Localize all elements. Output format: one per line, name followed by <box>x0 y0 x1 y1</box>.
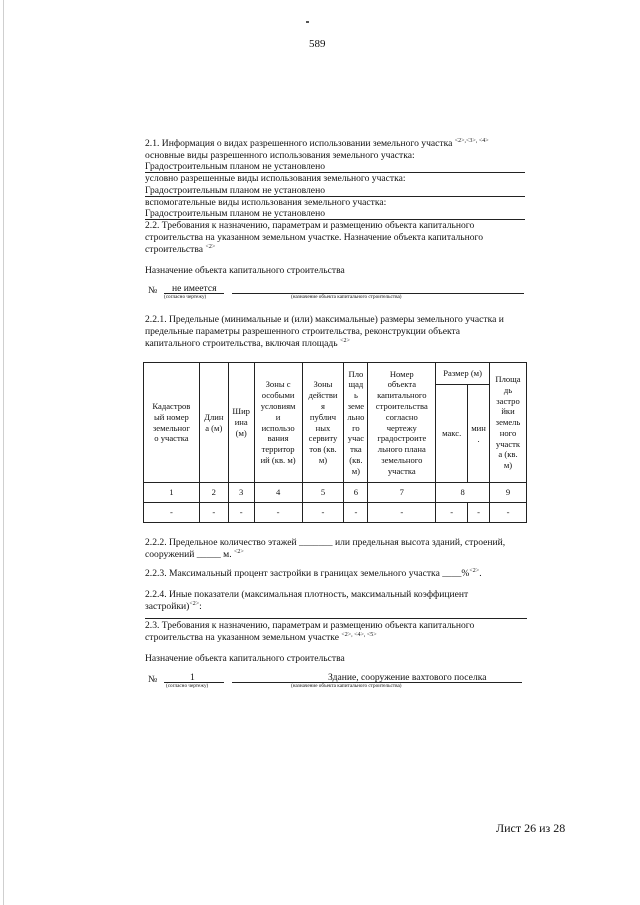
conditional-uses-value: Градостроительным планом не установлено <box>145 185 325 196</box>
section-2-2-1-line-2: предельные параметры разрешенного строительства, реконструкции объекта <box>145 326 461 337</box>
table-cell: 1 <box>144 483 200 503</box>
table-cell: - <box>199 503 228 523</box>
section-2-2-1-line-1: 2.2.1. Предельные (минимальные и (или) максимальные) размеры земельного участка и <box>145 314 504 325</box>
section-2-2-2-line-1: 2.2.2. Предельное количество этажей _______ или предельная высота зданий, строений, <box>145 537 506 548</box>
main-uses-value: Градостроительным планом не установлено <box>145 161 325 172</box>
table-cell: - <box>144 503 200 523</box>
section-2-2-1-line-3: капитального строительства, включая площадь $^{<2>}$ <box>145 337 350 349</box>
table-cell: - <box>490 503 527 523</box>
table-row <box>144 503 527 523</box>
table-number-row <box>144 483 527 503</box>
scan-edge <box>3 0 4 905</box>
section-2-1-title: 2.1. Информация о видах разрешенного использовании земельного участка $^{<2>,<3>, <4>}$ <box>145 137 489 149</box>
header-servitude-zones: Зоны действи я публич ных сервиту тов (кв. м) <box>302 363 344 483</box>
table-cell: - <box>468 503 490 523</box>
table-cell: 3 <box>228 483 254 503</box>
header-min: мин . <box>468 385 490 483</box>
header-built-area: Площа дь застро йки земель ного участк а (кв. м) <box>490 363 527 483</box>
scan-mark <box>306 21 309 23</box>
header-cadastral-number: Кадастров ый номер земельног о участка <box>144 363 200 483</box>
table-cell: - <box>436 503 468 523</box>
table-cell: 7 <box>368 483 436 503</box>
header-size: Размер (м) <box>436 363 490 385</box>
section-2-2-2-line-2: сооружений _____ м. $^{<2>}$ <box>145 548 244 560</box>
table-cell: - <box>344 503 368 523</box>
table-cell: - <box>228 503 254 523</box>
caption-purpose-2: (назначение объекта капитального строительства) <box>291 683 402 689</box>
purpose-heading-2: Назначение объекта капитального строительства <box>145 653 345 664</box>
table-cell: - <box>368 503 436 523</box>
caption-by-drawing: (согласно чертежу) <box>164 294 207 300</box>
section-2-2-line-2: строительства на указанном земельном участке. Назначение объекта капитального <box>145 232 484 243</box>
main-uses-label: основные виды разрешенного использования земельного участка: <box>145 150 415 161</box>
page-number: 589 <box>309 38 326 50</box>
header-object-number: Номер объекта капитального строительства согласно чертежу градостроите льного плана земельного участка <box>368 363 436 483</box>
table-cell: 4 <box>254 483 302 503</box>
section-2-2-4-line-2: застройки)$^{<2>}$: <box>145 600 202 612</box>
section-2-2-line-1: 2.2. Требования к назначению, параметрам и размещению объекта капитального <box>145 220 475 231</box>
conditional-uses-label: условно разрешенные виды использования земельного участка: <box>145 173 406 184</box>
section-2-3-line-2: строительства на указанном земельном участке $^{<2>, <4>, <5>}$ <box>145 631 377 643</box>
header-plot-area: Пло щад ь земе льно го учас тка (кв. м) <box>344 363 368 483</box>
header-max: макс. <box>436 385 468 483</box>
table-cell: - <box>254 503 302 523</box>
auxiliary-uses-label: вспомогательные виды использования земельного участка: <box>145 197 387 208</box>
section-2-2-3: 2.2.3. Максимальный процент застройки в границах земельного участка ____%$^{<2>}$. <box>145 567 482 579</box>
table-cell: - <box>302 503 344 523</box>
header-length: Длин а (м) <box>199 363 228 483</box>
section-2-3-line-1: 2.3. Требования к назначению, параметрам и размещению объекта капитального <box>145 620 475 631</box>
parameters-table <box>143 362 527 523</box>
table-cell: 5 <box>302 483 344 503</box>
number-value: не имеется <box>172 283 217 294</box>
sheet-counter: Лист 26 из 28 <box>496 821 566 835</box>
section-2-2-4-line-1: 2.2.4. Иные показатели (максимальная плотность, максимальный коэффициент <box>145 589 469 600</box>
number-label: № <box>148 285 158 296</box>
table-cell: 2 <box>199 483 228 503</box>
header-width: Шир ина (м) <box>228 363 254 483</box>
caption-by-drawing-2: (согласно чертежу) <box>166 683 209 689</box>
purpose-value: Здание, сооружение вахтового поселка <box>328 672 487 683</box>
number-label-2: № <box>148 674 158 685</box>
table-header-row <box>144 363 527 385</box>
header-special-zones: Зоны с особыми условиям и использо вания территор ий (кв. м) <box>254 363 302 483</box>
caption-purpose: (назначение объекта капитального строительства) <box>291 294 402 300</box>
section-2-2-line-3: строительства $^{<2>}$ <box>145 243 216 255</box>
number-value-2: 1 <box>190 672 195 683</box>
table-cell: 9 <box>490 483 527 503</box>
table-cell: 8 <box>436 483 490 503</box>
table-cell: 6 <box>344 483 368 503</box>
auxiliary-uses-value: Градостроительным планом не установлено <box>145 208 325 219</box>
purpose-heading: Назначение объекта капитального строительства <box>145 265 345 276</box>
